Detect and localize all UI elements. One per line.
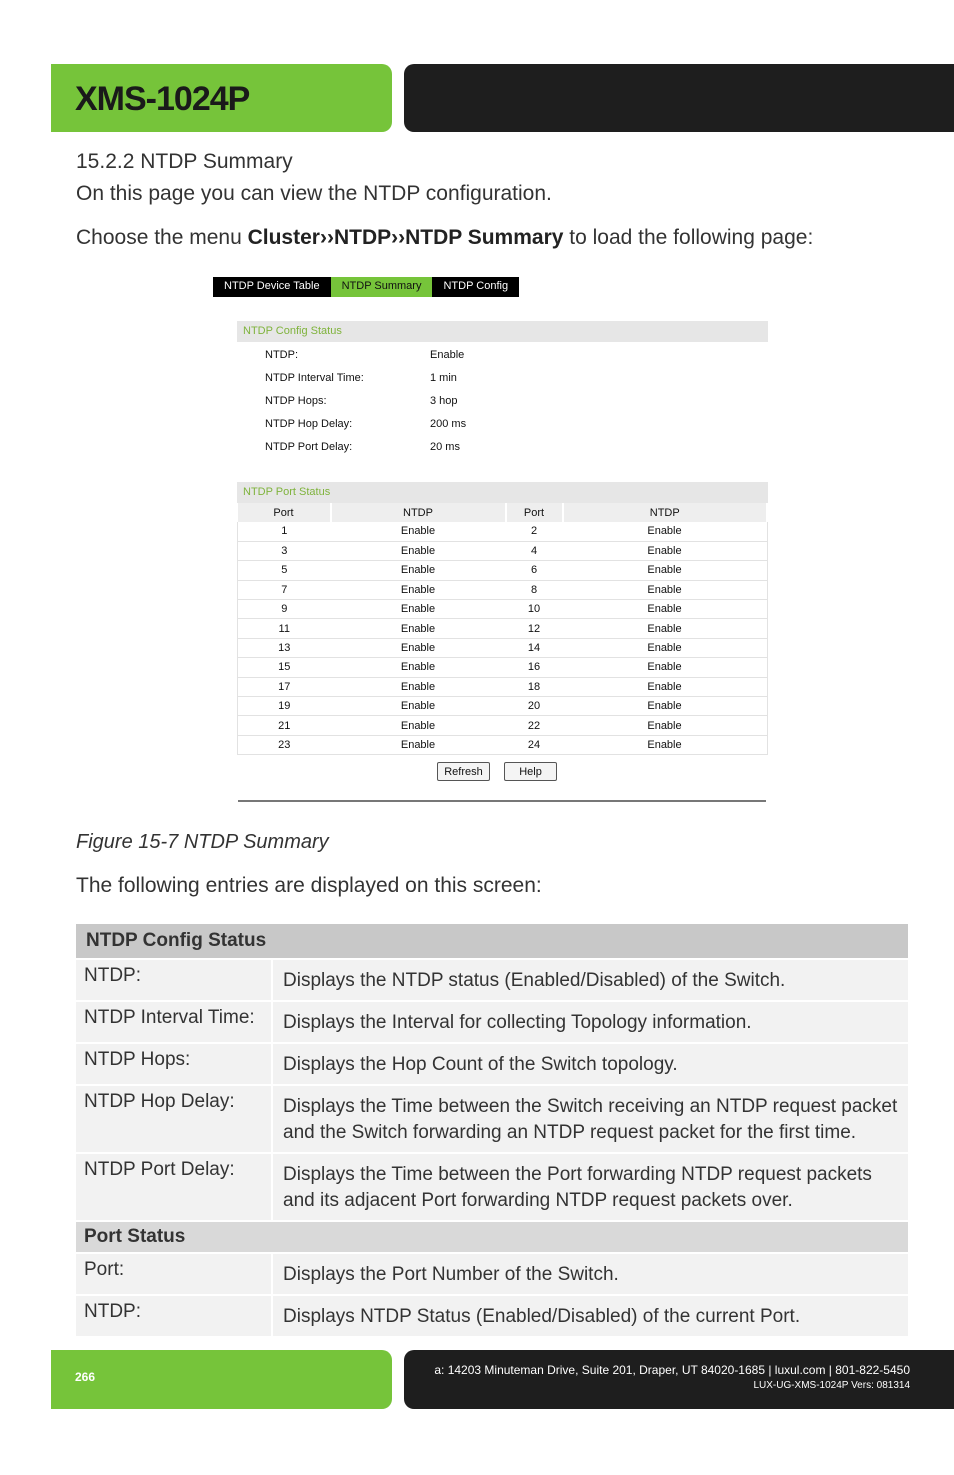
ntdp-status-cell: Enable bbox=[563, 561, 768, 580]
menu-instruction bbox=[76, 226, 813, 250]
field-name: Port: bbox=[76, 1254, 273, 1294]
port-number-cell: 6 bbox=[506, 561, 563, 580]
ntdp-status-cell: Enable bbox=[563, 522, 768, 541]
ntdp-status-cell: Enable bbox=[331, 600, 506, 619]
ntdp-status-cell: Enable bbox=[563, 677, 768, 696]
ntdp-status-cell: Enable bbox=[563, 697, 768, 716]
config-status-header: NTDP Config Status bbox=[237, 321, 768, 342]
tab-ntdp-summary[interactable]: NTDP Summary bbox=[331, 277, 433, 297]
document-id: LUX-UG-XMS-1024P Vers: 081314 bbox=[753, 1380, 910, 1391]
ntdp-status-cell: Enable bbox=[563, 658, 768, 677]
port-number-cell: 20 bbox=[506, 697, 563, 716]
column-header: NTDP bbox=[331, 503, 506, 522]
port-number-cell: 3 bbox=[238, 541, 331, 560]
table-row bbox=[238, 522, 768, 541]
port-rows bbox=[238, 522, 768, 755]
column-header: Port bbox=[506, 503, 563, 522]
ntdp-status-cell: Enable bbox=[331, 677, 506, 696]
table-row bbox=[238, 600, 768, 619]
ntdp-status-cell: Enable bbox=[331, 580, 506, 599]
port-number-cell: 14 bbox=[506, 638, 563, 657]
ntdp-status-cell: Enable bbox=[563, 716, 768, 735]
company-address: a: 14203 Minuteman Drive, Suite 201, Draper, UT 84020-1685 | luxul.com | 801-822-5450 bbox=[434, 1363, 910, 1377]
ntdp-status-cell: Enable bbox=[331, 522, 506, 541]
field-name: NTDP: bbox=[76, 1296, 273, 1336]
port-number-cell: 5 bbox=[238, 561, 331, 580]
port-number-cell: 24 bbox=[506, 735, 563, 754]
config-value: 20 ms bbox=[430, 441, 460, 453]
field-name: NTDP: bbox=[76, 960, 273, 1000]
port-number-cell: 4 bbox=[506, 541, 563, 560]
refresh-button[interactable]: Refresh bbox=[437, 762, 490, 781]
figure-caption: Figure 15-7 NTDP Summary bbox=[76, 831, 329, 853]
ntdp-status-cell: Enable bbox=[331, 561, 506, 580]
menu-path: Cluster››NTDP››NTDP Summary bbox=[247, 226, 564, 249]
tab-ntdp-config[interactable]: NTDP Config bbox=[443, 280, 509, 292]
ntdp-status-cell: Enable bbox=[331, 735, 506, 754]
table-row bbox=[238, 561, 768, 580]
port-number-cell: 21 bbox=[238, 716, 331, 735]
help-button[interactable]: Help bbox=[504, 762, 557, 781]
port-number-cell: 11 bbox=[238, 619, 331, 638]
ntdp-status-cell: Enable bbox=[331, 658, 506, 677]
table-row bbox=[76, 1154, 908, 1220]
table-row bbox=[238, 580, 768, 599]
tab-bar bbox=[213, 277, 519, 297]
port-number-cell: 13 bbox=[238, 638, 331, 657]
ntdp-status-cell: Enable bbox=[563, 638, 768, 657]
column-header: NTDP bbox=[563, 503, 768, 522]
field-description: Displays NTDP Status (Enabled/Disabled) of the current Port. bbox=[273, 1296, 908, 1336]
table-row bbox=[238, 541, 768, 560]
description-table bbox=[76, 922, 908, 1338]
document-title: XMS-1024P bbox=[75, 80, 250, 118]
port-number-cell: 2 bbox=[506, 522, 563, 541]
field-name: NTDP Hops: bbox=[76, 1044, 273, 1084]
header-dark-bar bbox=[404, 64, 954, 132]
field-description: Displays the Port Number of the Switch. bbox=[273, 1254, 908, 1294]
column-header: Port bbox=[238, 503, 331, 522]
config-label: NTDP Hops: bbox=[265, 395, 327, 407]
entries-intro: The following entries are displayed on this screen: bbox=[76, 874, 542, 897]
header-green-bar bbox=[51, 64, 392, 132]
table-row bbox=[76, 960, 908, 1000]
port-status-table bbox=[237, 503, 768, 755]
port-number-cell: 18 bbox=[506, 677, 563, 696]
ntdp-status-cell: Enable bbox=[563, 735, 768, 754]
ntdp-status-cell: Enable bbox=[331, 697, 506, 716]
ntdp-status-cell: Enable bbox=[331, 619, 506, 638]
field-name: NTDP Hop Delay: bbox=[76, 1086, 273, 1152]
config-section-header: NTDP Config Status bbox=[76, 924, 908, 958]
table-row bbox=[238, 735, 768, 754]
intro-paragraph: On this page you can view the NTDP configuration. bbox=[76, 182, 552, 205]
figure-divider bbox=[238, 800, 766, 802]
port-section-header: Port Status bbox=[76, 1222, 908, 1252]
menu-suffix: to load the following page: bbox=[563, 226, 814, 249]
field-description: Displays the Time between the Port forwarding NTDP request packets and its adjacent Port forwarding NTDP request packets over. bbox=[273, 1154, 908, 1220]
field-description: Displays the Interval for collecting Topology information. bbox=[273, 1002, 908, 1042]
port-status-header: NTDP Port Status bbox=[237, 482, 768, 503]
port-number-cell: 19 bbox=[238, 697, 331, 716]
table-row bbox=[76, 1086, 908, 1152]
page-number: 266 bbox=[75, 1370, 96, 1384]
ntdp-status-cell: Enable bbox=[563, 580, 768, 599]
table-row bbox=[238, 619, 768, 638]
field-description: Displays the Time between the Switch receiving an NTDP request packet and the Switch forwarding an NTDP request packet for the first time. bbox=[273, 1086, 908, 1152]
table-row bbox=[238, 716, 768, 735]
table-row bbox=[76, 1002, 908, 1042]
port-number-cell: 7 bbox=[238, 580, 331, 599]
field-description: Displays the NTDP status (Enabled/Disabled) of the Switch. bbox=[273, 960, 908, 1000]
config-label: NTDP Interval Time: bbox=[265, 372, 364, 384]
ntdp-status-cell: Enable bbox=[331, 541, 506, 560]
table-row bbox=[238, 697, 768, 716]
field-description: Displays the Hop Count of the Switch topology. bbox=[273, 1044, 908, 1084]
ntdp-status-cell: Enable bbox=[331, 716, 506, 735]
port-number-cell: 1 bbox=[238, 522, 331, 541]
config-value: 200 ms bbox=[430, 418, 467, 430]
field-name: NTDP Interval Time: bbox=[76, 1002, 273, 1042]
port-number-cell: 15 bbox=[238, 658, 331, 677]
config-value: Enable bbox=[430, 349, 465, 361]
field-name: NTDP Port Delay: bbox=[76, 1154, 273, 1220]
config-label: NTDP Port Delay: bbox=[265, 441, 353, 453]
footer-green-bar bbox=[51, 1350, 392, 1409]
port-number-cell: 10 bbox=[506, 600, 563, 619]
port-number-cell: 23 bbox=[238, 735, 331, 754]
section-heading: 15.2.2 NTDP Summary bbox=[76, 150, 293, 173]
ntdp-status-cell: Enable bbox=[563, 619, 768, 638]
ntdp-status-cell: Enable bbox=[331, 638, 506, 657]
ntdp-status-cell: Enable bbox=[563, 600, 768, 619]
config-label: NTDP Hop Delay: bbox=[265, 418, 353, 430]
ntdp-status-cell: Enable bbox=[563, 541, 768, 560]
table-row bbox=[238, 638, 768, 657]
port-number-cell: 12 bbox=[506, 619, 563, 638]
table-row bbox=[238, 658, 768, 677]
port-number-cell: 17 bbox=[238, 677, 331, 696]
config-label: NTDP: bbox=[265, 349, 298, 361]
table-row bbox=[76, 1296, 908, 1336]
menu-prefix: Choose the menu bbox=[76, 226, 248, 249]
port-number-cell: 8 bbox=[506, 580, 563, 599]
footer-dark-bar bbox=[404, 1350, 954, 1409]
config-value: 1 min bbox=[430, 372, 457, 384]
port-number-cell: 16 bbox=[506, 658, 563, 677]
table-row bbox=[76, 1044, 908, 1084]
table-row bbox=[238, 677, 768, 696]
config-value: 3 hop bbox=[430, 395, 458, 407]
tab-ntdp-device-table[interactable]: NTDP Device Table bbox=[224, 280, 320, 292]
port-number-cell: 9 bbox=[238, 600, 331, 619]
table-row bbox=[76, 1254, 908, 1294]
port-number-cell: 22 bbox=[506, 716, 563, 735]
